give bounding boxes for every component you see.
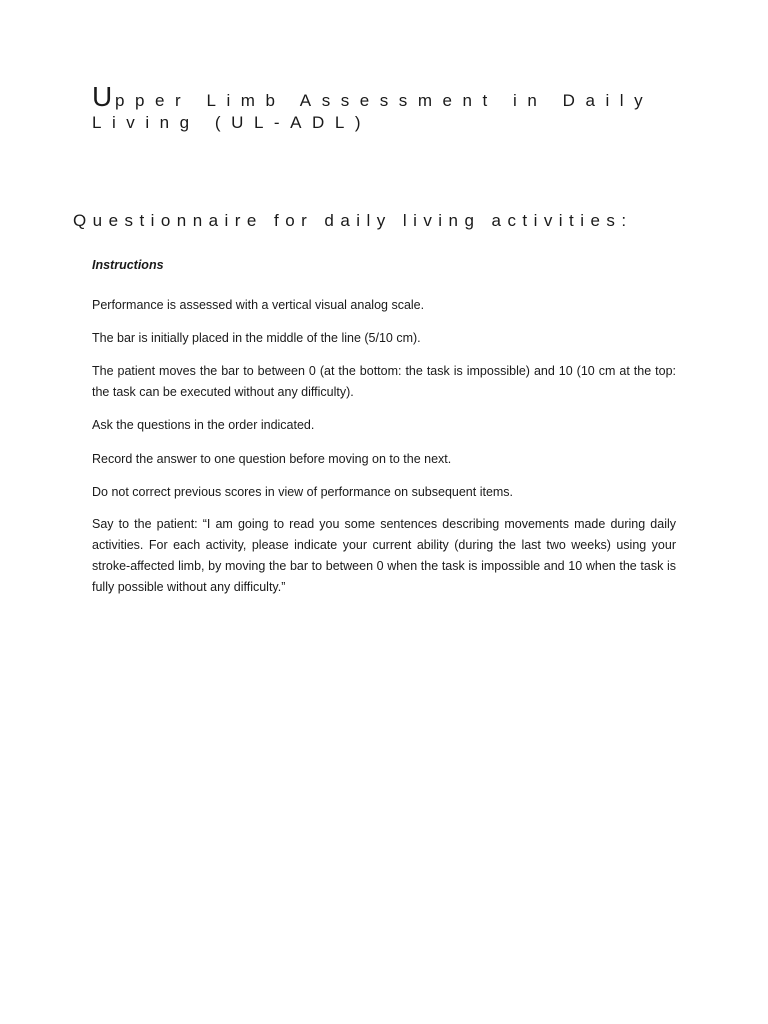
instruction-paragraph: The bar is initially placed in the middle of the line (5/10 cm). <box>92 331 421 345</box>
section-heading: Questionnaire for daily living activities: <box>73 211 633 230</box>
patient-script-paragraph: Say to the patient: “I am going to read you some sentences describing movements made during daily activities. For each activity, please indicate your current ability (during the last two weeks) using your stroke-affected limb, by moving the bar to between 0 when the task is impossible and 10 when the task is fully possible without any difficulty.” <box>92 517 676 594</box>
instructions-label: Instructions <box>92 258 164 272</box>
instruction-paragraph: Performance is assessed with a vertical visual analog scale. <box>92 298 425 312</box>
instruction-paragraph: Do not correct previous scores in view of performance on subsequent items. <box>92 485 514 499</box>
instruction-paragraph: Record the answer to one question before moving on to the next. <box>92 452 452 466</box>
instruction-paragraph: The patient moves the bar to between 0 (at the bottom: the task is impossible) and 10 (10 cm at the top: the task can be executed without any difficulty). <box>92 364 676 399</box>
title-initial: U <box>92 81 116 112</box>
title-rest: pper Limb Assessment in Daily Living (UL-ADL) <box>92 91 654 132</box>
instruction-paragraph: Ask the questions in the order indicated. <box>92 418 315 432</box>
document-title <box>92 81 712 134</box>
